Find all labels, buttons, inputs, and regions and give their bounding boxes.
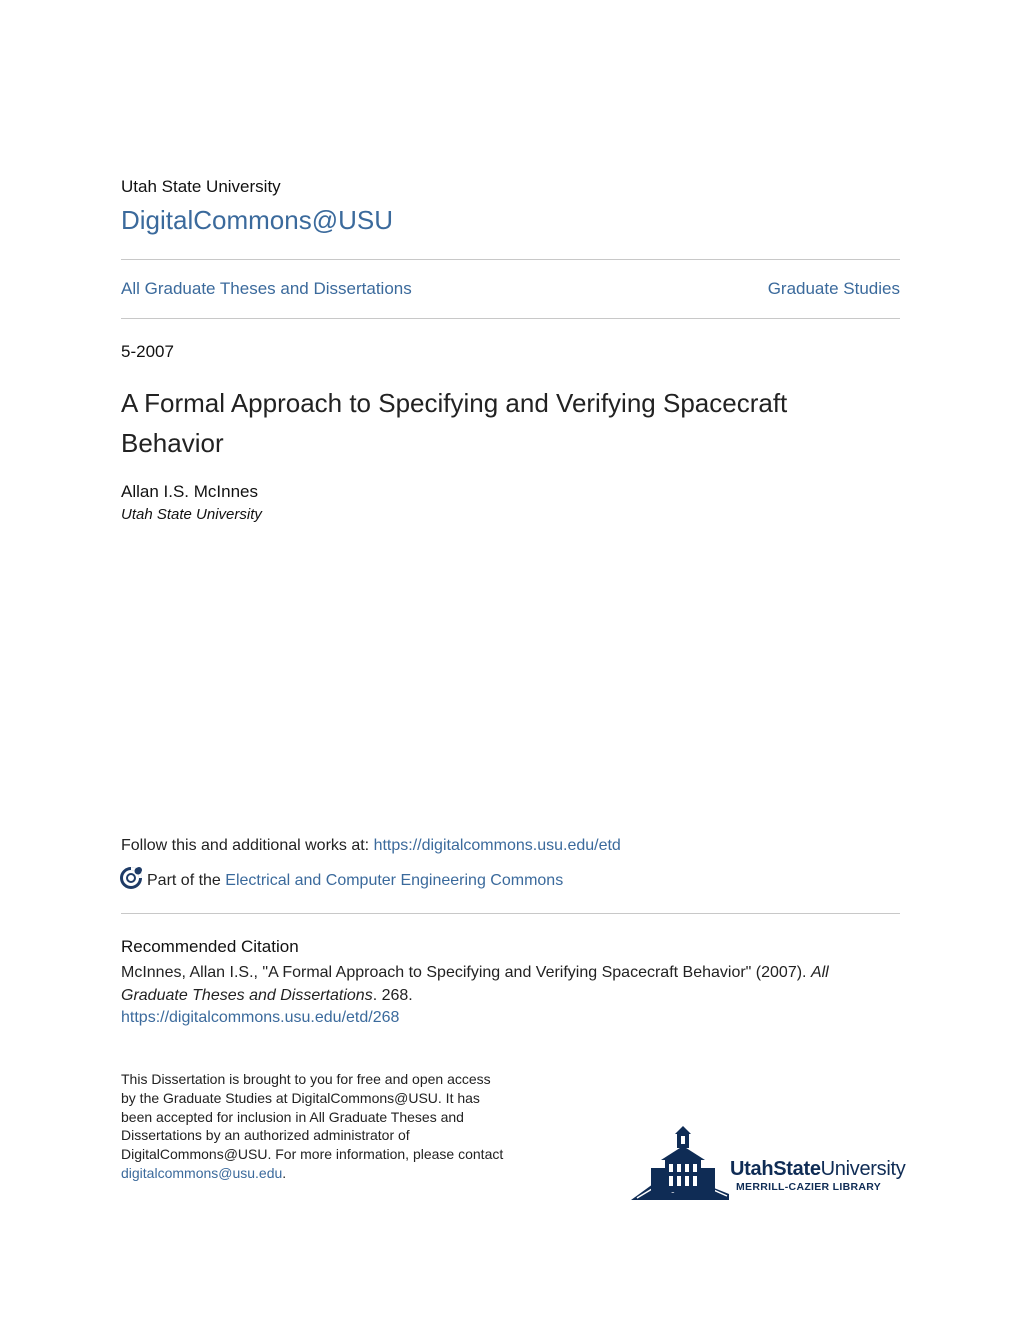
footer-notice [121,1070,506,1183]
repository-link[interactable]: DigitalCommons@USU [121,205,394,235]
logo-library-name: MERRILL-CAZIER LIBRARY [736,1181,882,1193]
citation-body [121,962,881,1030]
citation-url-link[interactable]: https://digitalcommons.usu.edu/etd/268 [121,1009,400,1026]
divider [121,318,900,319]
divider [121,913,900,914]
publication-date: 5-2007 [121,342,174,361]
follow-label: Follow this and additional works at: [121,837,374,854]
discipline-link[interactable]: Electrical and Computer Engineering Commons [225,872,564,889]
citation-heading: Recommended Citation [121,937,299,956]
author-name: Allan I.S. McInnes [121,482,259,501]
contact-email-link[interactable]: digitalcommons@usu.edu [121,1164,283,1181]
follow-url-link[interactable]: https://digitalcommons.usu.edu/etd [373,837,621,854]
footer-end: . [282,1164,287,1181]
paper-title: A Formal Approach to Specifying and Verifying Spacecraft Behavior [121,388,788,458]
follow-line [121,837,621,855]
network-icon [119,866,143,890]
institution-name: Utah State University [121,177,281,196]
collection-link[interactable]: All Graduate Theses and Dissertations [121,279,412,298]
library-logo [631,1124,906,1204]
partof-line [147,872,563,890]
citation-series: All Graduate Theses and Dissertations [121,964,829,1004]
parent-collection-link[interactable]: Graduate Studies [767,279,900,298]
divider [121,259,900,260]
citation-text: McInnes, Allan I.S., "A Formal Approach to Specifying and Verifying Spacecraft Behavior" (2007). [121,964,811,981]
citation-number: . 268. [372,986,413,1004]
logo-university-name: UtahStateUniversity [730,1158,906,1180]
partof-label: Part of the [147,872,226,889]
author-affiliation: Utah State University [121,506,262,523]
footer-notice-text: This Dissertation is brought to you for free and open access by the Graduate Studies at DigitalCommons@USU. It has been accepted for inclusion in All Graduate Theses and Dissertations by an authorized administrator of DigitalCommons@USU. For more information, please contact [121,1071,504,1163]
old-main-tower-icon [631,1124,731,1204]
